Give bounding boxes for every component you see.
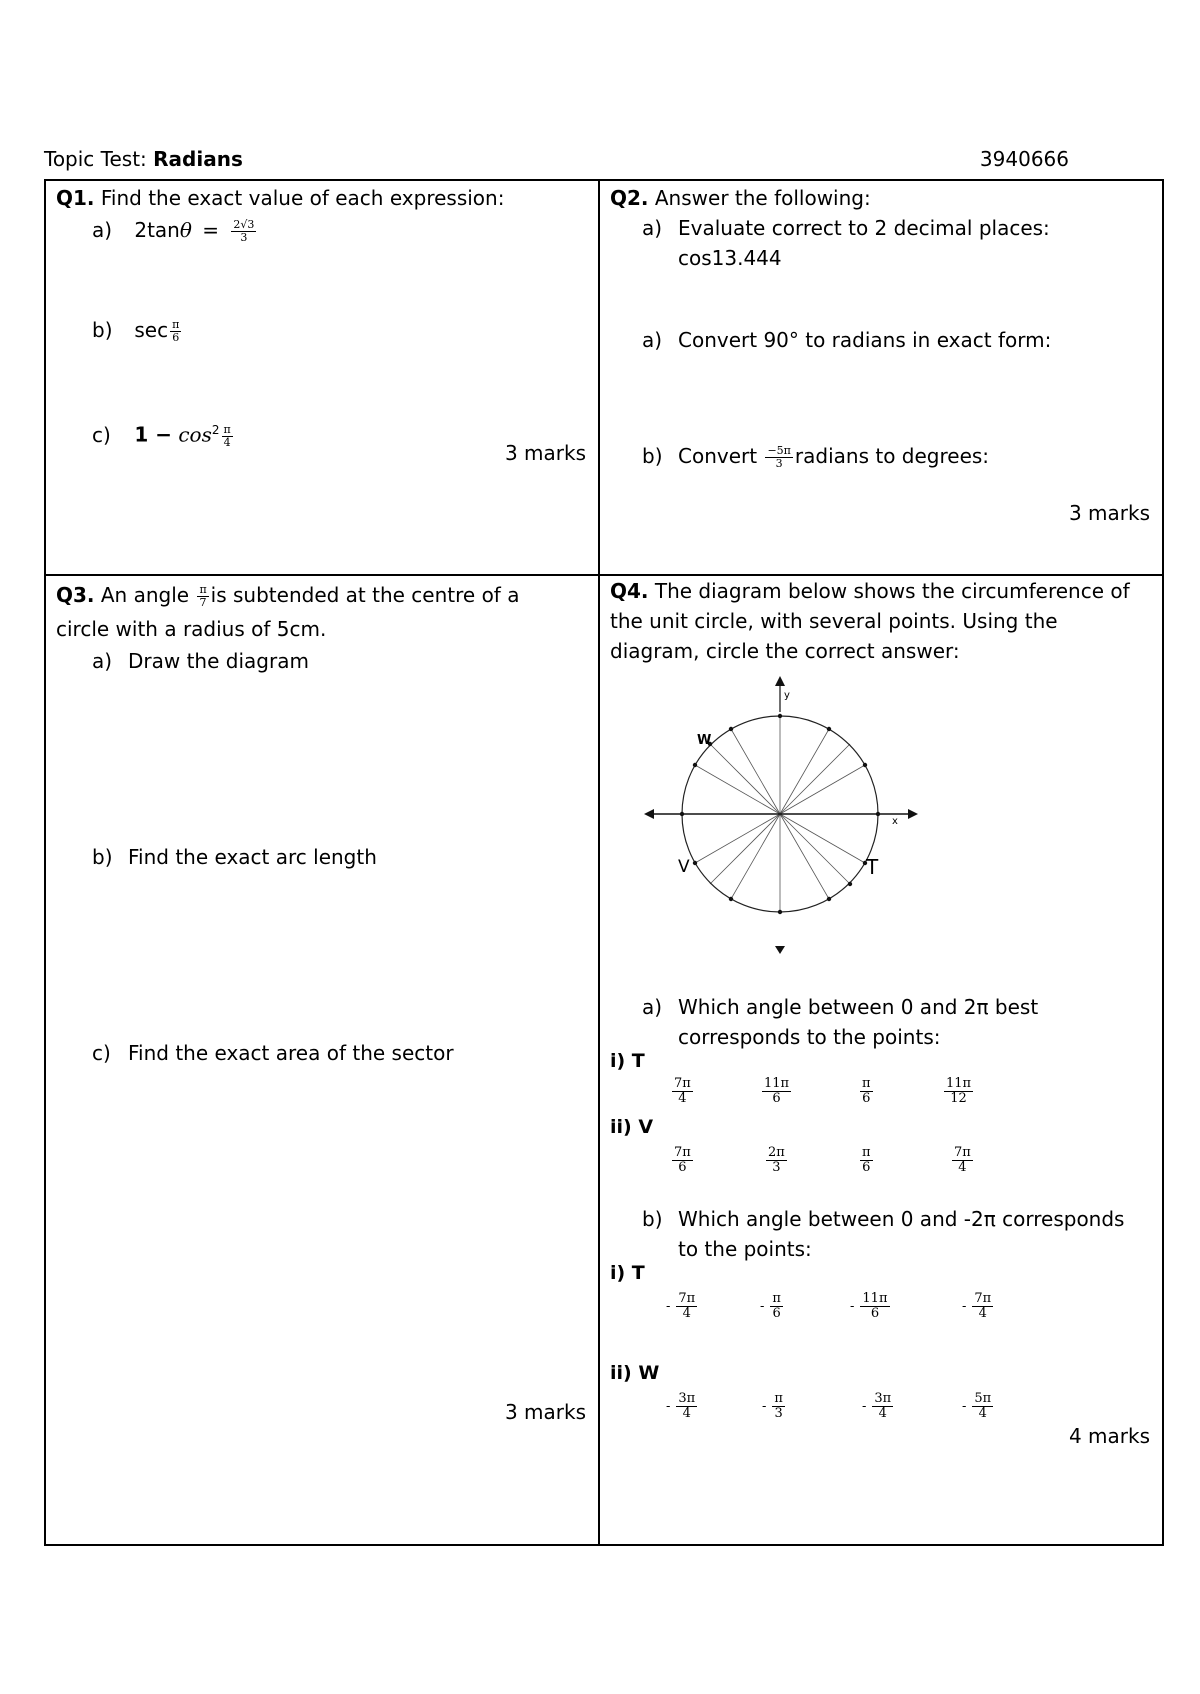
option-den: 4 <box>978 1406 987 1421</box>
answer-option[interactable] <box>666 1392 699 1421</box>
circle-point <box>848 882 852 886</box>
q3-heading <box>56 578 519 646</box>
option-num: 11π <box>764 1076 790 1091</box>
answer-option[interactable] <box>942 1077 975 1106</box>
q4-a-ii-options <box>670 1146 1150 1186</box>
q4-a-i-options <box>670 1077 1150 1117</box>
option-num: 7π <box>678 1291 696 1306</box>
option-sign: - <box>762 1399 767 1414</box>
q4-part-b <box>642 1204 1124 1264</box>
q2-a1-line1: Evaluate correct to 2 decimal places: <box>678 216 1050 240</box>
q3-c-label: c) <box>92 1041 111 1065</box>
radius-line <box>780 814 865 863</box>
option-num: 7π <box>674 1145 691 1160</box>
q2-part-b <box>642 441 989 471</box>
q3-a-text: Draw the diagram <box>128 649 309 673</box>
q4-b-line2: to the points: <box>678 1237 812 1261</box>
q3-b-label: b) <box>92 845 113 869</box>
answer-option[interactable] <box>950 1146 975 1175</box>
q1-c-exponent: 2 <box>211 423 220 437</box>
q2-a1-label: a) <box>642 216 663 240</box>
option-den: 3 <box>772 1160 781 1175</box>
circle-point <box>778 910 782 914</box>
circle-point <box>863 763 867 767</box>
answer-option[interactable] <box>670 1077 695 1106</box>
circle-point <box>693 763 697 767</box>
radius-line <box>780 814 829 899</box>
q4-number: Q4. <box>610 579 649 603</box>
q2-part-a1 <box>642 213 1050 273</box>
option-den: 4 <box>958 1160 967 1175</box>
q3-number: Q3. <box>56 583 95 607</box>
q1-a-lhs: 2tan <box>134 218 180 242</box>
answer-option[interactable] <box>670 1146 695 1175</box>
option-den: 3 <box>774 1406 783 1421</box>
answer-option[interactable] <box>850 1292 892 1321</box>
q1-a-theta: θ <box>179 218 192 242</box>
option-num: 3π <box>874 1391 892 1406</box>
q2-b-num: −5π <box>767 444 791 457</box>
answer-option[interactable] <box>666 1292 699 1321</box>
q4-part-a <box>642 992 1038 1052</box>
option-den: 6 <box>862 1091 871 1106</box>
option-num: 5π <box>974 1391 992 1406</box>
q2-b-after: radians to degrees: <box>794 444 990 468</box>
q2-b-den: 3 <box>775 457 783 470</box>
q1-cell <box>44 179 598 574</box>
q3-line2: circle with a radius of 5cm. <box>56 617 327 641</box>
radius-line <box>780 765 865 814</box>
q2-text: Answer the following: <box>648 186 871 210</box>
option-sign: - <box>666 1399 671 1414</box>
q3-fraction <box>197 584 208 609</box>
option-den: 12 <box>950 1091 967 1106</box>
y-axis-down-arrow-icon <box>775 946 785 954</box>
option-num: 7π <box>674 1076 691 1091</box>
q2-b-fraction <box>765 445 792 470</box>
x-axis-left-arrow-icon <box>644 809 654 819</box>
option-num: 2π <box>768 1145 785 1160</box>
q4-line1: The diagram below shows the circumference of <box>648 579 1130 603</box>
unit-circle-diagram <box>640 664 930 964</box>
x-axis-right-arrow-icon <box>908 809 918 819</box>
option-den: 6 <box>772 1091 781 1106</box>
q1-marks: 3 marks <box>504 441 586 465</box>
q3-b-text: Find the exact arc length <box>128 845 377 869</box>
radius-line <box>710 744 780 814</box>
option-sign: - <box>962 1399 967 1414</box>
q3-c-text: Find the exact area of the sector <box>128 1041 454 1065</box>
radius-line <box>731 814 780 899</box>
q3-cell <box>44 576 598 1544</box>
circle-point <box>778 714 782 718</box>
q4-line2: the unit circle, with several points. Using the <box>610 609 1058 633</box>
option-sign: - <box>666 1299 671 1314</box>
answer-option[interactable] <box>858 1146 875 1175</box>
q2-b-before: Convert <box>678 444 758 468</box>
q4-b-line1: Which angle between 0 and -2π corresponds <box>678 1207 1125 1231</box>
answer-option[interactable] <box>760 1077 793 1106</box>
q1-text: Find the exact value of each expression: <box>94 186 505 210</box>
option-den: 4 <box>682 1306 691 1321</box>
answer-option[interactable] <box>962 1392 995 1421</box>
q1-b-den: 6 <box>172 331 180 344</box>
q1-number: Q1. <box>56 186 95 210</box>
q4-b-i-label: i) T <box>610 1262 645 1284</box>
q1-b-prefix: sec <box>134 318 169 342</box>
radius-line <box>710 814 780 884</box>
option-sign: - <box>760 1299 765 1314</box>
circle-point <box>827 727 831 731</box>
q1-c-cos: cos <box>178 422 212 447</box>
q2-a1-line2: cos13.444 <box>678 246 782 270</box>
option-num: π <box>862 1145 871 1160</box>
q2-a2-label: a) <box>642 328 663 352</box>
circle-point <box>729 727 733 731</box>
title-prefix: Topic Test: <box>44 147 154 171</box>
q4-b-ii-label: ii) W <box>610 1362 660 1384</box>
circle-point <box>693 861 697 865</box>
q1-c-num: π <box>223 422 231 436</box>
q1-a-label: a) <box>92 218 113 242</box>
q3-after: is subtended at the centre of a <box>210 583 520 607</box>
q1-b-fraction <box>170 319 181 344</box>
option-den: 6 <box>772 1306 781 1321</box>
q3-part-b <box>92 842 377 872</box>
q3-num: π <box>199 583 207 596</box>
option-den: 4 <box>878 1406 887 1421</box>
q4-a-i-label: i) T <box>610 1050 645 1072</box>
option-den: 4 <box>678 1091 687 1106</box>
option-sign: - <box>962 1299 967 1314</box>
q1-a-den: 3 <box>240 231 248 244</box>
q1-c-fraction <box>222 424 233 449</box>
option-num: 11π <box>946 1076 972 1091</box>
option-den: 6 <box>870 1306 880 1321</box>
q1-part-a <box>92 215 258 245</box>
q2-part-a2 <box>642 325 1051 355</box>
q4-a-label: a) <box>642 995 663 1019</box>
answer-option[interactable] <box>862 1392 895 1421</box>
option-num: π <box>774 1391 783 1406</box>
option-num: π <box>862 1076 871 1091</box>
answer-option[interactable] <box>764 1146 789 1175</box>
q4-b-i-options <box>666 1292 1146 1332</box>
option-num: π <box>772 1291 781 1306</box>
radius-line <box>695 814 780 863</box>
q4-heading <box>610 576 1130 666</box>
q1-c-den: 4 <box>223 435 231 449</box>
point-w-label: W <box>697 733 712 748</box>
q1-c-label: c) <box>92 422 111 447</box>
option-sign: - <box>850 1299 855 1314</box>
q1-heading <box>56 183 504 213</box>
q4-cell <box>600 576 1162 1544</box>
q1-part-b <box>92 315 183 345</box>
q2-b-label: b) <box>642 444 663 468</box>
q4-a-line2: corresponds to the points: <box>678 1025 941 1049</box>
option-den: 6 <box>862 1160 871 1175</box>
test-header <box>44 147 1069 177</box>
radius-line <box>780 729 829 814</box>
q1-b-label: b) <box>92 318 113 342</box>
q3-before: An angle <box>94 583 190 607</box>
radius-line <box>780 744 850 814</box>
option-num: 7π <box>954 1145 971 1160</box>
circle-point <box>876 812 880 816</box>
circle-point <box>680 812 684 816</box>
q1-c-prefix: 1 − <box>134 422 172 447</box>
point-t-label: T <box>866 855 879 879</box>
option-sign: - <box>862 1399 867 1414</box>
q1-a-equals: = <box>202 218 220 242</box>
option-den: 6 <box>678 1160 687 1175</box>
option-num: 11π <box>862 1291 888 1306</box>
q3-marks: 3 marks <box>504 1400 586 1424</box>
q1-part-c <box>92 415 235 450</box>
radius-line <box>780 814 850 884</box>
circle-point <box>729 897 733 901</box>
q2-marks: 3 marks <box>1068 501 1150 525</box>
y-axis-up-arrow-icon <box>775 676 785 686</box>
circle-point <box>827 897 831 901</box>
q4-b-label: b) <box>642 1207 663 1231</box>
option-den: 4 <box>978 1306 987 1321</box>
test-code: 3940666 <box>979 147 1069 171</box>
point-v-label: V <box>678 857 690 877</box>
q4-line3: diagram, circle the correct answer: <box>610 639 960 663</box>
option-num: 3π <box>678 1391 696 1406</box>
q4-a-ii-label: ii) V <box>610 1116 654 1138</box>
radius-line <box>731 729 780 814</box>
answer-option[interactable] <box>762 1392 787 1421</box>
y-axis-label: y <box>784 690 790 701</box>
q3-den: 7 <box>199 596 207 609</box>
test-title <box>44 147 243 171</box>
q2-heading <box>610 183 871 213</box>
answer-option[interactable] <box>962 1292 995 1321</box>
q2-a2-text: Convert 90° to radians in exact form: <box>678 328 1052 352</box>
title-topic: Radians <box>153 147 243 171</box>
option-num: 7π <box>974 1291 992 1306</box>
answer-option[interactable] <box>760 1292 785 1321</box>
answer-option[interactable] <box>858 1077 875 1106</box>
q1-b-num: π <box>172 318 180 331</box>
q4-marks: 4 marks <box>1068 1424 1150 1448</box>
q3-a-label: a) <box>92 649 113 673</box>
q4-a-line1: Which angle between 0 and 2π best <box>678 995 1039 1019</box>
radius-line <box>695 765 780 814</box>
x-axis-label: x <box>892 816 898 827</box>
q1-a-fraction <box>231 219 256 244</box>
q2-number: Q2. <box>610 186 649 210</box>
q1-a-num: 2√3 <box>233 218 255 231</box>
question-grid <box>44 179 1164 1546</box>
q3-part-a <box>92 646 309 676</box>
q3-part-c <box>92 1038 454 1068</box>
option-den: 4 <box>682 1406 691 1421</box>
q2-cell <box>600 179 1162 574</box>
